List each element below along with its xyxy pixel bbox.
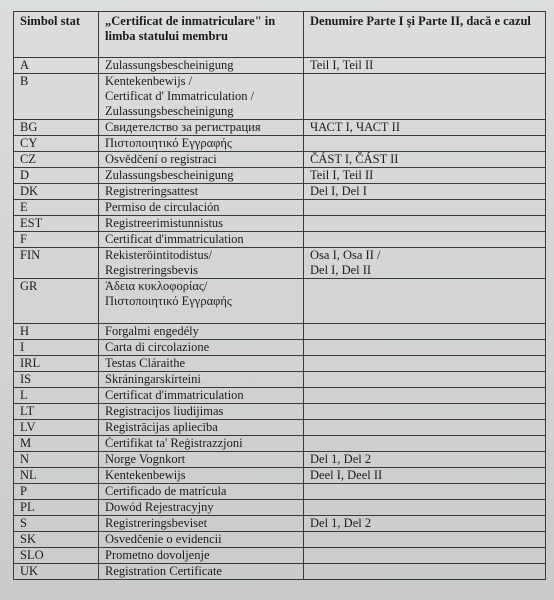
certificate-name-line: Ċertifikat ta' Reġistrazzjoni	[105, 436, 243, 450]
part-names-cell	[304, 279, 546, 324]
certificate-name-cell	[99, 184, 304, 200]
header-state-symbol: Simbol stat	[14, 12, 99, 58]
certificate-name-cell	[99, 436, 304, 452]
certificate-name-line: Certificado de matrícula	[105, 484, 227, 498]
state-code-cell: LV	[14, 420, 99, 436]
certificate-name-cell	[99, 120, 304, 136]
certificate-name-line: Testas Cláraithe	[105, 356, 185, 370]
part-names-cell	[304, 232, 546, 248]
state-code-cell: NL	[14, 468, 99, 484]
certificate-name-line: Kentekenbewijs /	[105, 74, 193, 88]
state-code-cell: LT	[14, 404, 99, 420]
certificate-name-cell	[99, 152, 304, 168]
certificate-name-cell	[99, 452, 304, 468]
state-code-cell: IRL	[14, 356, 99, 372]
state-code-cell: L	[14, 388, 99, 404]
state-code-cell: GR	[14, 279, 99, 324]
table-row	[14, 152, 546, 168]
certificate-name-cell	[99, 468, 304, 484]
certificate-name-line: Registreringsattest	[105, 184, 199, 198]
table-row	[14, 200, 546, 216]
state-code-cell: D	[14, 168, 99, 184]
table-row	[14, 532, 546, 548]
part-names-cell	[304, 74, 546, 120]
part-names-cell	[304, 168, 546, 184]
certificate-name-line: Свидетелство за регистрация	[105, 120, 261, 134]
certificate-name-cell	[99, 340, 304, 356]
certificate-name-cell	[99, 232, 304, 248]
state-code-cell: BG	[14, 120, 99, 136]
certificate-name-cell	[99, 404, 304, 420]
table-row	[14, 279, 546, 324]
table-row	[14, 184, 546, 200]
state-code-cell: B	[14, 74, 99, 120]
certificate-name-line: Carta di circolazione	[105, 340, 210, 354]
table-header	[14, 12, 546, 58]
table-row	[14, 340, 546, 356]
certificate-name-cell	[99, 372, 304, 388]
state-code-cell: FIN	[14, 248, 99, 279]
state-code-cell: S	[14, 516, 99, 532]
part-names-cell	[304, 152, 546, 168]
table-row	[14, 120, 546, 136]
certificate-name-line: Prometno dovoljenje	[105, 548, 210, 562]
part-names-cell	[304, 468, 546, 484]
table-row	[14, 420, 546, 436]
certificate-name-cell	[99, 564, 304, 580]
part-names-cell	[304, 248, 546, 279]
certificate-name-line: Osvedčenie o evidencii	[105, 532, 222, 546]
header-certificate-name: „Certificat de inmatriculare" in limba statului membru	[99, 12, 304, 58]
part-names-cell	[304, 58, 546, 74]
part-names-line: ČÁST I, ČÁST II	[310, 152, 399, 166]
part-names-cell	[304, 216, 546, 232]
certificate-name-line: Certificat d'immatriculation	[105, 232, 244, 246]
state-code-cell: IS	[14, 372, 99, 388]
certificate-name-line: Registracijos liudijimas	[105, 404, 224, 418]
state-code-cell: A	[14, 58, 99, 74]
part-names-cell	[304, 452, 546, 468]
table-row	[14, 232, 546, 248]
state-code-cell: CY	[14, 136, 99, 152]
state-code-cell: N	[14, 452, 99, 468]
certificate-name-cell	[99, 532, 304, 548]
certificate-name-line: Kentekenbewijs	[105, 468, 186, 482]
part-names-cell	[304, 484, 546, 500]
certificate-name-cell	[99, 136, 304, 152]
part-names-line: Teil I, Teil II	[310, 168, 374, 182]
certificate-name-line: Registreerimistunnistus	[105, 216, 224, 230]
certificate-name-cell	[99, 548, 304, 564]
state-code-cell: DK	[14, 184, 99, 200]
part-names-cell	[304, 564, 546, 580]
part-names-cell	[304, 356, 546, 372]
table-row	[14, 74, 546, 120]
part-names-cell	[304, 500, 546, 516]
part-names-cell	[304, 548, 546, 564]
certificate-name-cell	[99, 484, 304, 500]
part-names-line: Del 1, Del 2	[310, 516, 372, 530]
table-row	[14, 436, 546, 452]
table-row	[14, 372, 546, 388]
certificate-name-line: Registreringsbeviset	[105, 516, 208, 530]
certificate-name-line: Registreringsbevis	[105, 263, 199, 277]
table-row	[14, 136, 546, 152]
part-names-line: Del I, Del I	[310, 184, 367, 198]
part-names-cell	[304, 532, 546, 548]
certificate-name-line: Certificat d'immatriculation	[105, 388, 244, 402]
state-code-cell: P	[14, 484, 99, 500]
table-row	[14, 248, 546, 279]
part-names-cell	[304, 136, 546, 152]
certificate-name-cell	[99, 388, 304, 404]
table-row	[14, 58, 546, 74]
certificate-name-line: Dowód Rejestracyjny	[105, 500, 214, 514]
table-row	[14, 484, 546, 500]
certificate-name-cell	[99, 356, 304, 372]
table-row	[14, 500, 546, 516]
certificate-name-line: Skráningarskírteini	[105, 372, 201, 386]
table-row	[14, 452, 546, 468]
state-code-cell: F	[14, 232, 99, 248]
certificate-name-line: Άδεια κυκλοφορίας/	[105, 279, 208, 293]
certificate-name-line: Zulassungsbescheinigung	[105, 104, 234, 118]
state-code-cell: SLO	[14, 548, 99, 564]
table-row	[14, 548, 546, 564]
part-names-cell	[304, 388, 546, 404]
registration-certificate-table	[13, 11, 546, 580]
part-names-line: Del I, Del II	[310, 263, 372, 277]
table-row	[14, 388, 546, 404]
certificate-name-cell	[99, 248, 304, 279]
header-row	[14, 12, 546, 58]
part-names-line: ЧАСТ I, ЧАСТ II	[310, 120, 400, 134]
certificate-name-cell	[99, 500, 304, 516]
certificate-name-cell	[99, 420, 304, 436]
certificate-name-cell	[99, 200, 304, 216]
state-code-cell: PL	[14, 500, 99, 516]
part-names-line: Osa I, Osa II /	[310, 248, 381, 262]
state-code-cell: CZ	[14, 152, 99, 168]
part-names-cell	[304, 184, 546, 200]
certificate-name-line: Norge Vognkort	[105, 452, 186, 466]
certificate-name-line: Forgalmi engedély	[105, 324, 199, 338]
certificate-name-line: Certificat d' Immatriculation /	[105, 89, 255, 103]
certificate-name-line: Πιστοποιητικό Εγγραφής	[105, 136, 232, 150]
part-names-cell	[304, 340, 546, 356]
certificate-name-cell	[99, 168, 304, 184]
table-row	[14, 216, 546, 232]
part-names-cell	[304, 200, 546, 216]
certificate-name-cell	[99, 516, 304, 532]
table-row	[14, 564, 546, 580]
part-names-cell	[304, 436, 546, 452]
header-part-names: Denumire Parte I şi Parte II, dacă e cazul	[304, 12, 546, 58]
certificate-name-cell	[99, 74, 304, 120]
certificate-name-cell	[99, 324, 304, 340]
table-row	[14, 516, 546, 532]
certificate-name-line: Registration Certificate	[105, 564, 222, 578]
table-row	[14, 324, 546, 340]
state-code-cell: EST	[14, 216, 99, 232]
state-code-cell: H	[14, 324, 99, 340]
part-names-cell	[304, 372, 546, 388]
part-names-cell	[304, 404, 546, 420]
state-code-cell: I	[14, 340, 99, 356]
certificate-name-line: Zulassungsbescheinigung	[105, 58, 234, 72]
table-row	[14, 356, 546, 372]
certificate-name-line: Permiso de circulación	[105, 200, 220, 214]
certificate-name-cell	[99, 216, 304, 232]
state-code-cell: UK	[14, 564, 99, 580]
certificate-name-cell	[99, 279, 304, 324]
certificate-name-line: Registrācijas apliecība	[105, 420, 218, 434]
certificate-name-cell	[99, 58, 304, 74]
certificate-name-line: Rekisteröintitodistus/	[105, 248, 212, 262]
part-names-cell	[304, 324, 546, 340]
table-row	[14, 404, 546, 420]
part-names-line: Deel I, Deel II	[310, 468, 383, 482]
part-names-line: Del 1, Del 2	[310, 452, 372, 466]
certificate-name-line: Zulassungsbescheinigung	[105, 168, 234, 182]
table-row	[14, 168, 546, 184]
table-row	[14, 468, 546, 484]
state-code-cell: E	[14, 200, 99, 216]
certificate-name-line: Πιστοποιητικό Εγγραφής	[105, 294, 232, 308]
state-code-cell: M	[14, 436, 99, 452]
part-names-cell	[304, 420, 546, 436]
state-code-cell: SK	[14, 532, 99, 548]
part-names-cell	[304, 516, 546, 532]
part-names-cell	[304, 120, 546, 136]
certificate-name-line: Osvědčení o registraci	[105, 152, 217, 166]
part-names-line: Teil I, Teil II	[310, 58, 374, 72]
table-body	[14, 58, 546, 580]
